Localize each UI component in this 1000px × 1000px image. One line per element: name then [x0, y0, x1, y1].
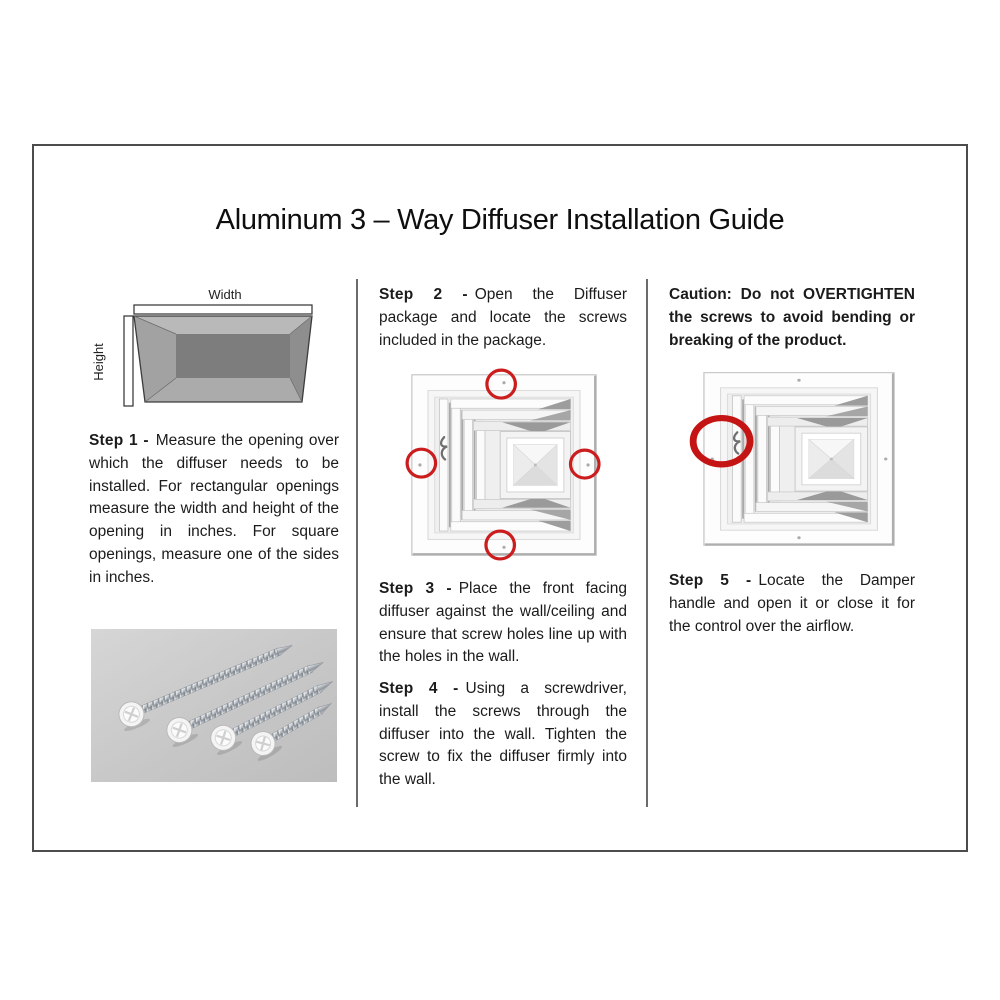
- caution-paragraph: Caution: Do not OVERTIGHTEN the screws to avoid bending or breaking of the product.: [669, 286, 915, 349]
- opening-measure-diagram: [88, 284, 338, 416]
- diffuser-damper-figure: [701, 370, 897, 548]
- step1-paragraph: [89, 430, 339, 589]
- step1-label: Step 1 -: [89, 432, 149, 449]
- step4-text: Using a screwdriver, install the screws through the diffuser into the wall. Tighten the screw to fix the diffuser firmly into the wall.: [379, 680, 627, 789]
- step2-paragraph: [379, 284, 627, 352]
- width-label: Width: [208, 287, 242, 302]
- column-divider-2: [646, 279, 648, 807]
- step3-label: Step 3 -: [379, 580, 452, 597]
- width-measure-bar: [134, 305, 312, 314]
- step3-paragraph: [379, 578, 627, 669]
- step2-text: Open the Diffuser package and locate the screws included in the package.: [379, 286, 627, 349]
- page-title: Aluminum 3 – Way Diffuser Installation Guide: [215, 204, 785, 236]
- step4-paragraph: [379, 678, 627, 792]
- height-label: Height: [91, 343, 106, 381]
- diffuser-screw-holes-figure: [409, 372, 599, 558]
- opening-3d-box: [134, 316, 312, 402]
- document-frame: [32, 144, 968, 852]
- step5-paragraph: [669, 570, 915, 638]
- height-measure-bar: [124, 316, 133, 406]
- screws-photo: [91, 629, 337, 782]
- step4-label: Step 4 -: [379, 680, 459, 697]
- step5-label: Step 5 -: [669, 572, 752, 589]
- step1-text: Measure the opening over which the diffuser needs to be installed. For rectangular openings measure the width and height of the opening in inches. For square openings, measure one of the sides in inches.: [89, 432, 339, 586]
- step3-text: Place the front facing diffuser against the wall/ceiling and ensure that screw holes line up with the holes in the wall.: [379, 580, 627, 666]
- step5-text: Locate the Damper handle and open it or close it for the control over the airflow.: [669, 572, 915, 635]
- column-divider-1: [356, 279, 358, 807]
- step2-label: Step 2 -: [379, 286, 468, 303]
